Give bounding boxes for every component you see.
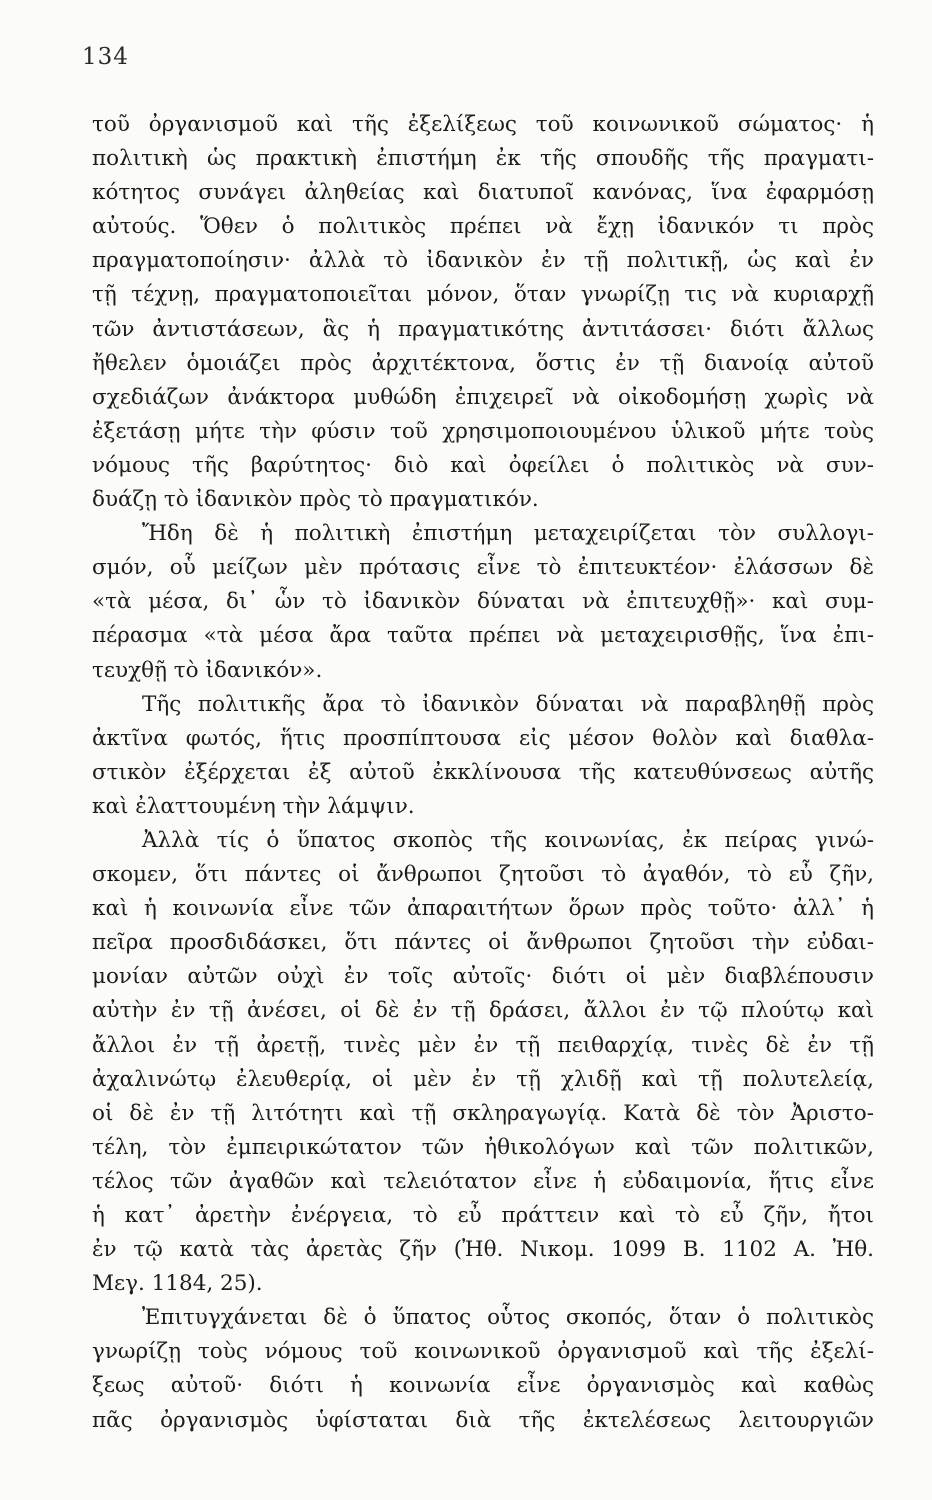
text-line: δυάζῃ τὸ ἰδανικὸν πρὸς τὸ πραγματικόν.	[92, 487, 539, 513]
text-line: γνωρίζῃ τοὺς νόμους τοῦ κοινωνικοῦ ὀργανισμοῦ καὶ τῆς ἐξελί-	[92, 1339, 874, 1365]
text-line: Μεγ. 1184, 25).	[92, 1271, 263, 1297]
text-line: σχεδιάζων ἀνάκτορα μυθώδη ἐπιχειρεῖ νὰ οἰκοδομήσῃ χωρὶς νὰ	[92, 384, 874, 410]
text-line: ἀκτῖνα φωτός, ἥτις προσπίπτουσα εἰς μέσον θολὸν καὶ διαθλα-	[92, 725, 874, 751]
paragraph-start-line: Ἐπιτυγχάνεται δὲ ὁ ὕπατος οὗτος σκοπός, ὅταν ὁ πολιτικὸς	[142, 1305, 874, 1331]
text-line: πέρασμα «τὰ μέσα ἄρα ταῦτα πρέπει νὰ μεταχειρισθῇς, ἵνα ἐπι-	[92, 623, 874, 649]
text-line: μονίαν αὐτῶν οὐχὶ ἐν τοῖς αὐτοῖς· διότι οἱ μὲν διαβλέπουσιν	[92, 964, 874, 990]
text-line: καὶ ἡ κοινωνία εἶνε τῶν ἀπαραιτήτων ὅρων πρὸς τοῦτο· ἀλλ᾽ ἡ	[92, 896, 874, 922]
text-line: ἄλλοι ἐν τῇ ἀρετῇ, τινὲς μὲν ἐν τῇ πειθαρχίᾳ, τινὲς δὲ ἐν τῇ	[92, 1032, 874, 1058]
text-line: σμόν, οὗ μείζων μὲν πρότασις εἶνε τὸ ἐπιτευκτέον· ἐλάσσων δὲ	[92, 555, 874, 581]
text-line: στικὸν ἐξέρχεται ἐξ αὐτοῦ ἐκκλίνουσα τῆς κατευθύνσεως αὐτῆς	[92, 759, 874, 785]
text-line: πᾶς ὀργανισμὸς ὑφίσταται διὰ τῆς ἐκτελέσεως λειτουργιῶν	[92, 1407, 874, 1433]
text-line: ἡ κατ᾽ ἀρετὴν ἐνέργεια, τὸ εὖ πράττειν καὶ τὸ εὖ ζῆν, ἤτοι	[92, 1203, 874, 1228]
text-line: ἀχαλινώτῳ ἐλευθερίᾳ, οἱ μὲν ἐν τῇ χλιδῇ καὶ τῇ πολυτελείᾳ,	[92, 1066, 874, 1092]
text-line: καὶ ἐλαττουμένη τὴν λάμψιν.	[92, 793, 415, 819]
paragraph-start-line: Ἤδη δὲ ἡ πολιτικὴ ἐπιστήμη μεταχειρίζεται τὸν συλλογι-	[142, 521, 874, 547]
text-line: τευχθῇ τὸ ἰδανικόν».	[92, 657, 323, 683]
text-line: ἐν τῷ κατὰ τὰς ἀρετὰς ζῆν (Ἠθ. Νικομ. 1099 Β. 1102 Α. Ἠθ.	[92, 1237, 874, 1263]
text-line: κότητος συνάγει ἀληθείας καὶ διατυποῖ κανόνας, ἵνα ἐφαρμόσῃ	[92, 180, 874, 206]
text-line: τέλος τῶν ἀγαθῶν καὶ τελειότατον εἶνε ἡ εὐδαιμονία, ἥτις εἶνε	[92, 1168, 874, 1194]
paragraph-start-line: Ἀλλὰ τίς ὁ ὕπατος σκοπὸς τῆς κοινωνίας, ἐκ πείρας γινώ-	[142, 827, 874, 853]
body-text	[92, 108, 874, 1438]
text-line: οἱ δὲ ἐν τῇ λιτότητι καὶ τῇ σκληραγωγίᾳ. Κατὰ δὲ τὸν Ἀριστο-	[92, 1100, 874, 1126]
text-line: «τὰ μέσα, δι᾽ ὧν τὸ ἰδανικὸν δύναται νὰ ἐπιτευχθῇ»· καὶ συμ-	[92, 589, 874, 615]
text-line: πραγματοποίησιν· ἀλλὰ τὸ ἰδανικὸν ἐν τῇ πολιτικῇ, ὡς καὶ ἐν	[92, 248, 874, 274]
text-line: ξεως αὐτοῦ· διότι ἡ κοινωνία εἶνε ὀργανισμὸς καὶ καθὼς	[92, 1373, 874, 1399]
text-line: πολιτικὴ ὡς πρακτικὴ ἐπιστήμη ἐκ τῆς σπουδῆς τῆς πραγματι-	[92, 146, 874, 172]
text-line: τοῦ ὀργανισμοῦ καὶ τῆς ἐξελίξεως τοῦ κοινωνικοῦ σώματος· ἡ	[92, 112, 874, 137]
text-line: πεῖρα προσδιδάσκει, ὅτι πάντες οἱ ἄνθρωποι ζητοῦσι τὴν εὐδαι-	[92, 930, 874, 956]
text-line: σκομεν, ὅτι πάντες οἱ ἄνθρωποι ζητοῦσι τὸ ἀγαθόν, τὸ εὖ ζῆν,	[92, 862, 874, 888]
paragraph-start-line: Τῆς πολιτικῆς ἄρα τὸ ἰδανικὸν δύναται νὰ παραβληθῇ πρὸς	[142, 691, 874, 717]
text-line: αὐτὴν ἐν τῇ ἀνέσει, οἱ δὲ ἐν τῇ δράσει, ἄλλοι ἐν τῷ πλούτῳ καὶ	[92, 998, 874, 1024]
text-line: νόμους τῆς βαρύτητος· διὸ καὶ ὀφείλει ὁ πολιτικὸς νὰ συν-	[92, 452, 874, 478]
text-line: τῇ τέχνῃ, πραγματοποιεῖται μόνον, ὅταν γνωρίζῃ τις νὰ κυριαρχῇ	[92, 282, 874, 308]
text-line: τέλη, τὸν ἐμπειρικώτατον τῶν ἠθικολόγων καὶ τῶν πολιτικῶν,	[92, 1134, 874, 1160]
page-number: 134	[82, 44, 129, 70]
text-line: ἤθελεν ὁμοιάζει πρὸς ἀρχιτέκτονα, ὅστις ἐν τῇ διανοίᾳ αὐτοῦ	[92, 350, 874, 376]
text-line: τῶν ἀντιστάσεων, ἃς ἡ πραγματικότης ἀντιτάσσει· διότι ἄλλως	[92, 316, 874, 342]
text-line: ἐξετάσῃ μήτε τὴν φύσιν τοῦ χρησιμοποιουμένου ὑλικοῦ μήτε τοὺς	[92, 418, 874, 444]
text-line: αὐτούς. Ὅθεν ὁ πολιτικὸς πρέπει νὰ ἔχῃ ἰδανικόν τι πρὸς	[92, 214, 874, 240]
